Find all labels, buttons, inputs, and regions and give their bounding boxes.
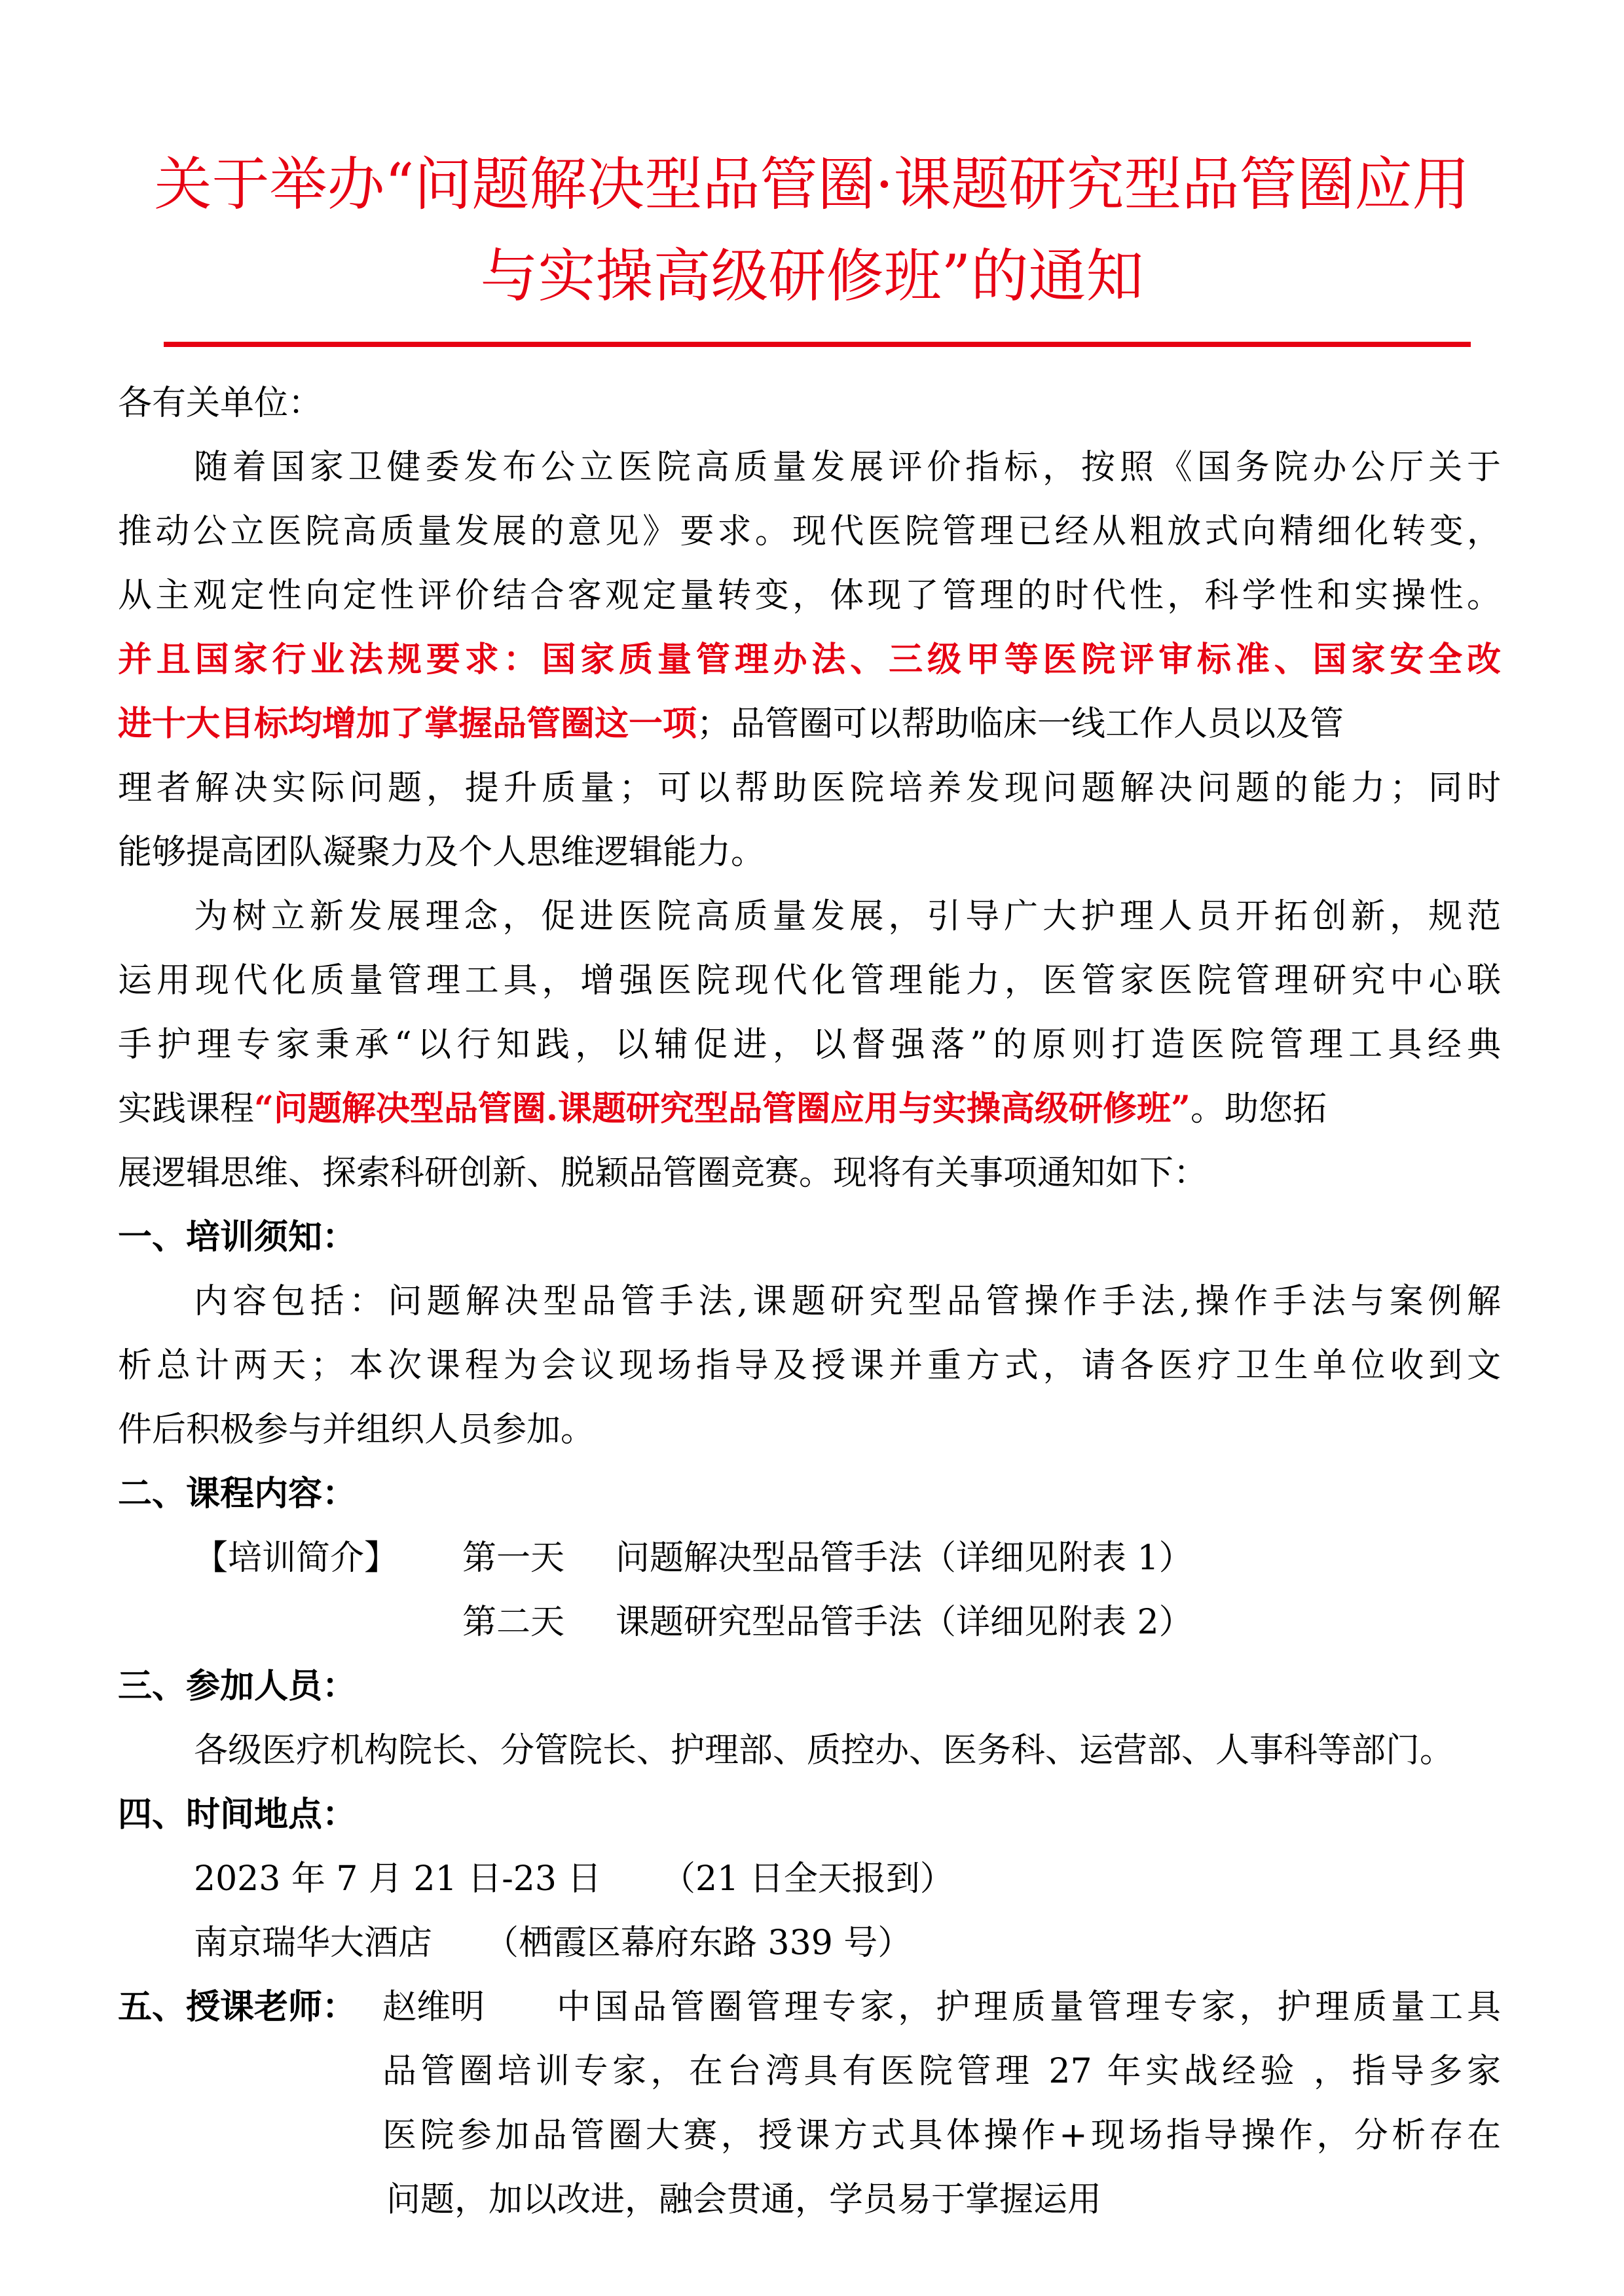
section-1-line-3: 件后积极参与并组织人员参加。 [118, 1410, 595, 1449]
section-5-heading: 五、授课老师： [118, 1987, 357, 2027]
para2-line-1: 为树立新发展理念，促进医院高质量发展，引导广大护理人员开拓创新，规范 [194, 897, 1501, 936]
intro-line-5-highlight: 进十大目标均增加了掌握品管圈这一项 [118, 704, 697, 744]
intro-line-7: 能够提高团队凝聚力及个人思维逻辑能力。 [118, 833, 766, 872]
intro-line-5 [118, 704, 1344, 744]
intro-line-1: 随着国家卫健委发布公立医院高质量发展评价指标，按照《国务院办公厅关于 [194, 448, 1501, 487]
venue-name: 南京瑞华大酒店 [194, 1923, 433, 1963]
section-2-heading: 二、课程内容： [118, 1474, 357, 1514]
intro-line-2: 推动公立医院高质量发展的意见》要求。现代医院管理已经从粗放式向精细化转变， [118, 512, 1501, 551]
course-name-highlight: “问题解决型品管圈.课题研究型品管圈应用与实操高级研修班” [254, 1089, 1190, 1129]
para2-line-3: 手护理专家秉承“以行知践，以辅促进，以督强落”的原则打造医院管理工具经典 [118, 1025, 1501, 1065]
instructor-bio-line-1: 中国品管圈管理专家，护理质量管理专家，护理质量工具 [557, 1988, 1501, 2027]
check-in-note: （21 日全天报到） [661, 1859, 954, 1899]
instructor-bio-line-3: 医院参加品管圈大赛，授课方式具体操作+现场指导操作，分析存在 [382, 2116, 1501, 2155]
day-1-label: 第一天 [462, 1539, 565, 1578]
instructor-name: 赵维明 [382, 1988, 485, 2027]
para2-line-5: 展逻辑思维、探索科研创新、脱颖品管圈竞赛。现将有关事项通知如下： [118, 1154, 1208, 1193]
intro-line-4-highlight: 并且国家行业法规要求：国家质量管理办法、三级甲等医院评审标准、国家安全改 [118, 640, 1501, 680]
para2-line-4 [118, 1089, 1327, 1129]
title-line-2: 与实操高级研修班”的通知 [480, 242, 1144, 310]
intro-line-3: 从主观定性向定性评价结合客观定量转变，体现了管理的时代性，科学性和实操性。 [118, 576, 1501, 615]
event-date: 2023 年 7 月 21 日-23 日 [194, 1859, 602, 1899]
para2-line-4-end: 。助您拓 [1190, 1089, 1327, 1129]
section-1-heading: 一、培训须知： [118, 1217, 357, 1257]
salutation: 各有关单位： [118, 384, 323, 423]
intro-line-6: 理者解决实际问题，提升质量；可以帮助医院培养发现问题解决问题的能力；同时 [118, 769, 1501, 808]
section-4-heading: 四、时间地点： [118, 1795, 357, 1834]
intro-line-5-rest: ；品管圈可以帮助临床一线工作人员以及管 [697, 704, 1344, 744]
para2-line-2: 运用现代化质量管理工具，增强医院现代化管理能力，医管家医院管理研究中心联 [118, 961, 1501, 1000]
section-3-heading: 三、参加人员： [118, 1666, 357, 1706]
participants-text: 各级医疗机构院长、分管院长、护理部、质控办、医务科、运营部、人事科等部门。 [194, 1731, 1454, 1770]
day-2-label: 第二天 [462, 1603, 565, 1642]
para2-line-4-start: 实践课程 [118, 1089, 255, 1129]
instructor-bio-line-2: 品管圈培训专家，在台湾具有医院管理 27 年实战经验 ，指导多家 [382, 2052, 1501, 2091]
day-2-text: 课题研究型品管手法（详细见附表 2） [616, 1603, 1193, 1642]
training-intro-label: 【培训简介】 [194, 1539, 399, 1578]
title-divider [164, 342, 1471, 347]
day-1-text: 问题解决型品管手法（详细见附表 1） [616, 1539, 1193, 1578]
section-1-line-2: 析总计两天；本次课程为会议现场指导及授课并重方式，请各医疗卫生单位收到文 [118, 1346, 1501, 1385]
title-line-1: 关于举办“问题解决型品管圈·课题研究型品管圈应用 [154, 151, 1470, 218]
section-1-line-1: 内容包括：问题解决型品管手法,课题研究型品管操作手法,操作手法与案例解 [194, 1282, 1501, 1321]
venue-address: （栖霞区幕府东路 339 号） [485, 1923, 912, 1963]
instructor-bio-line-4: 问题，加以改进，融会贯通，学员易于掌握运用 [386, 2180, 1102, 2219]
